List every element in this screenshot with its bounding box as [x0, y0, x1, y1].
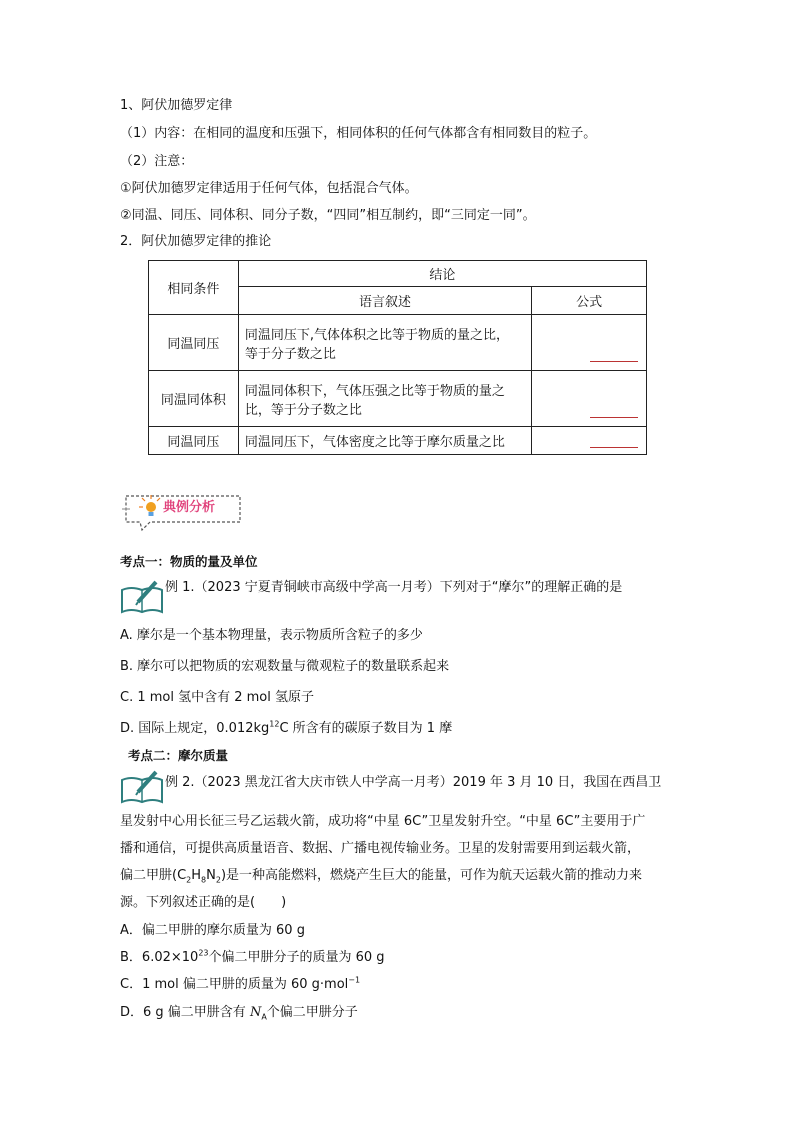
- statement-line: 同温同压下,气体体积之比等于物质的量之比，: [244, 327, 509, 343]
- note-heading: （2）注意：: [120, 154, 194, 169]
- blank-underline: [590, 417, 638, 418]
- option-text: 个偏二甲肼分子: [266, 1005, 358, 1020]
- badge-text: 典例分析: [163, 500, 216, 515]
- example-2-line-4: [120, 866, 642, 886]
- section2-title: 2．阿伏加德罗定律的推论: [120, 234, 272, 249]
- example-2-line-3: 播和通信，可提供高质量语音、数据、广播电视传输业务。卫星的发射需要用到运载火箭，: [120, 841, 641, 856]
- table-row: [149, 427, 647, 455]
- statement-line: 比，等于分子数之比: [244, 402, 362, 418]
- table-row: [149, 315, 647, 371]
- header-condition: 相同条件: [149, 261, 239, 315]
- formula-text: )是一种高能燃料，燃烧产生巨大的能量，可作为航天运载火箭的推动力来: [220, 868, 643, 883]
- formula-subscript: 2: [215, 875, 221, 885]
- example-1-option-c: C. 1 mol 氢中含有 2 mol 氢原子: [120, 690, 315, 705]
- row-condition: 同温同压: [149, 315, 239, 371]
- blank-underline: [590, 447, 638, 448]
- row-condition: 同温同体积: [149, 371, 239, 427]
- header-conclusion: 结论: [238, 261, 646, 287]
- statement-line: 同温同体积下，气体压强之比等于物质的量之: [244, 383, 505, 399]
- header-language: 语言叙述: [238, 287, 531, 315]
- example-2-option-b: [120, 948, 385, 968]
- formula-blank[interactable]: [532, 315, 647, 371]
- example-2-option-d: [120, 1003, 358, 1023]
- option-text: 个偏二甲肼分子的质量为 60 g: [208, 950, 385, 965]
- table-row: [149, 371, 647, 427]
- formula-blank[interactable]: [532, 371, 647, 427]
- book-pencil-icon: [120, 770, 164, 804]
- isotope-superscript: 12: [269, 719, 280, 729]
- example-2-line-2: 星发射中心用长征三号乙运载火箭，成功将“中星 6C”卫星发射升空。“中星 6C”主要用于广: [120, 814, 646, 829]
- example-2-option-c: [120, 975, 360, 995]
- note-2: ②同温、同压、同体积、同分子数，“四同”相互制约，即“三同定一同”。: [120, 208, 536, 223]
- inference-table: [148, 260, 647, 455]
- row-statement: [238, 315, 531, 371]
- exponent-superscript: −1: [348, 975, 361, 985]
- row-statement: [238, 371, 531, 427]
- section1-title: 1、阿伏加德罗定律: [120, 98, 233, 113]
- exam-point-1-heading: 考点一：物质的量及单位: [120, 554, 258, 569]
- option-d-text: C 所含有的碳原子数目为 1 摩: [279, 721, 453, 736]
- row-condition: 同温同压: [149, 427, 239, 455]
- formula-text: H: [191, 868, 202, 883]
- option-text: B．6.02×10: [120, 950, 199, 965]
- lightbulb-icon: [146, 502, 156, 512]
- example-1-question: 例 1.（2023 宁夏青铜峡市高级中学高一月考）下列对于“摩尔”的理解正确的是: [165, 580, 623, 595]
- law-content: （1）内容：在相同的温度和压强下，相同体积的任何气体都含有相同数目的粒子。: [120, 126, 597, 141]
- exam-point-2-heading: 考点二：摩尔质量: [128, 748, 229, 763]
- example-1-option-d: [120, 719, 452, 739]
- example-2-line-1: 例 2.（2023 黑龙江省大庆市铁人中学高一月考）2019 年 3 月 10 日，我国在西昌卫: [165, 775, 662, 790]
- formula-subscript: 2: [186, 875, 192, 885]
- row-statement: [238, 427, 531, 455]
- example-2-line-5: 源。下列叙述正确的是( ): [120, 895, 287, 910]
- example-1-option-b: B. 摩尔可以把物质的宏观数量与微观粒子的数量联系起来: [120, 659, 450, 674]
- blank-underline: [590, 361, 638, 362]
- statement-line: 等于分子数之比: [244, 346, 336, 362]
- option-text: C．1 mol 偏二甲肼的质量为 60 g·mol: [120, 977, 349, 992]
- avogadro-symbol: N: [249, 1005, 262, 1020]
- statement-line: 同温同压下，气体密度之比等于摩尔质量之比: [244, 435, 505, 450]
- example-analysis-badge: [120, 490, 246, 532]
- exponent-superscript: 23: [198, 948, 209, 958]
- avogadro-subscript: A: [261, 1012, 267, 1022]
- option-text: D．6 g 偏二甲肼含有: [120, 1005, 250, 1020]
- header-formula: 公式: [532, 287, 647, 315]
- formula-subscript: 8: [201, 875, 207, 885]
- example-1-option-a: A. 摩尔是一个基本物理量，表示物质所含粒子的多少: [120, 628, 423, 643]
- formula-text: 偏二甲肼(C: [120, 868, 187, 883]
- note-1: ①阿伏加德罗定律适用于任何气体，包括混合气体。: [120, 181, 418, 196]
- example-2-option-a: A．偏二甲肼的摩尔质量为 60 g: [120, 923, 305, 938]
- formula-blank[interactable]: [532, 427, 647, 455]
- option-d-text: D. 国际上规定，0.012kg: [120, 721, 270, 736]
- book-pencil-icon: [120, 580, 164, 614]
- formula-text: N: [206, 868, 216, 883]
